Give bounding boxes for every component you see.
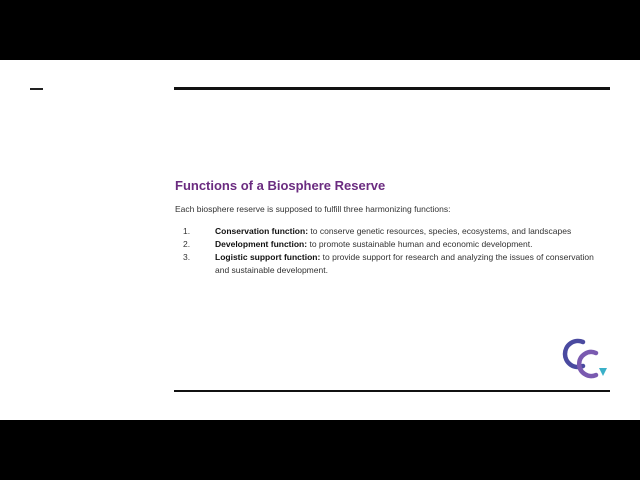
corner-dash — [30, 88, 43, 90]
list-item-number: 1. — [183, 226, 191, 236]
presentation-slide — [0, 60, 640, 420]
list-item-text: to provide support for research and analyzing the issues of conservation and sustainable development. — [215, 252, 594, 275]
list-item-number: 2. — [183, 239, 191, 249]
top-divider — [174, 87, 610, 90]
slide-intro: Each biosphere reserve is supposed to fulfill three harmonizing functions: — [175, 204, 451, 214]
list-item-text: to promote sustainable human and economic development. — [307, 239, 533, 249]
slide-title: Functions of a Biosphere Reserve — [175, 178, 386, 193]
functions-list — [175, 225, 605, 277]
double-c-logo-icon — [561, 335, 611, 381]
list-item-term: Conservation function: — [215, 226, 309, 236]
list-item — [175, 225, 605, 238]
list-item-body — [215, 251, 605, 277]
list-item — [175, 251, 605, 277]
logo-inner-c — [579, 352, 596, 376]
list-item — [175, 238, 605, 251]
slide-content — [175, 178, 605, 277]
logo-accent — [599, 368, 607, 376]
list-item-text: to conserve genetic resources, species, ecosystems, and landscapes — [308, 226, 572, 236]
list-item-body — [215, 225, 605, 238]
list-item-term: Logistic support function: — [215, 252, 321, 262]
list-item-term: Development function: — [215, 239, 308, 249]
list-item-body — [215, 238, 605, 251]
bottom-divider — [174, 390, 610, 392]
list-item-number: 3. — [183, 252, 191, 262]
